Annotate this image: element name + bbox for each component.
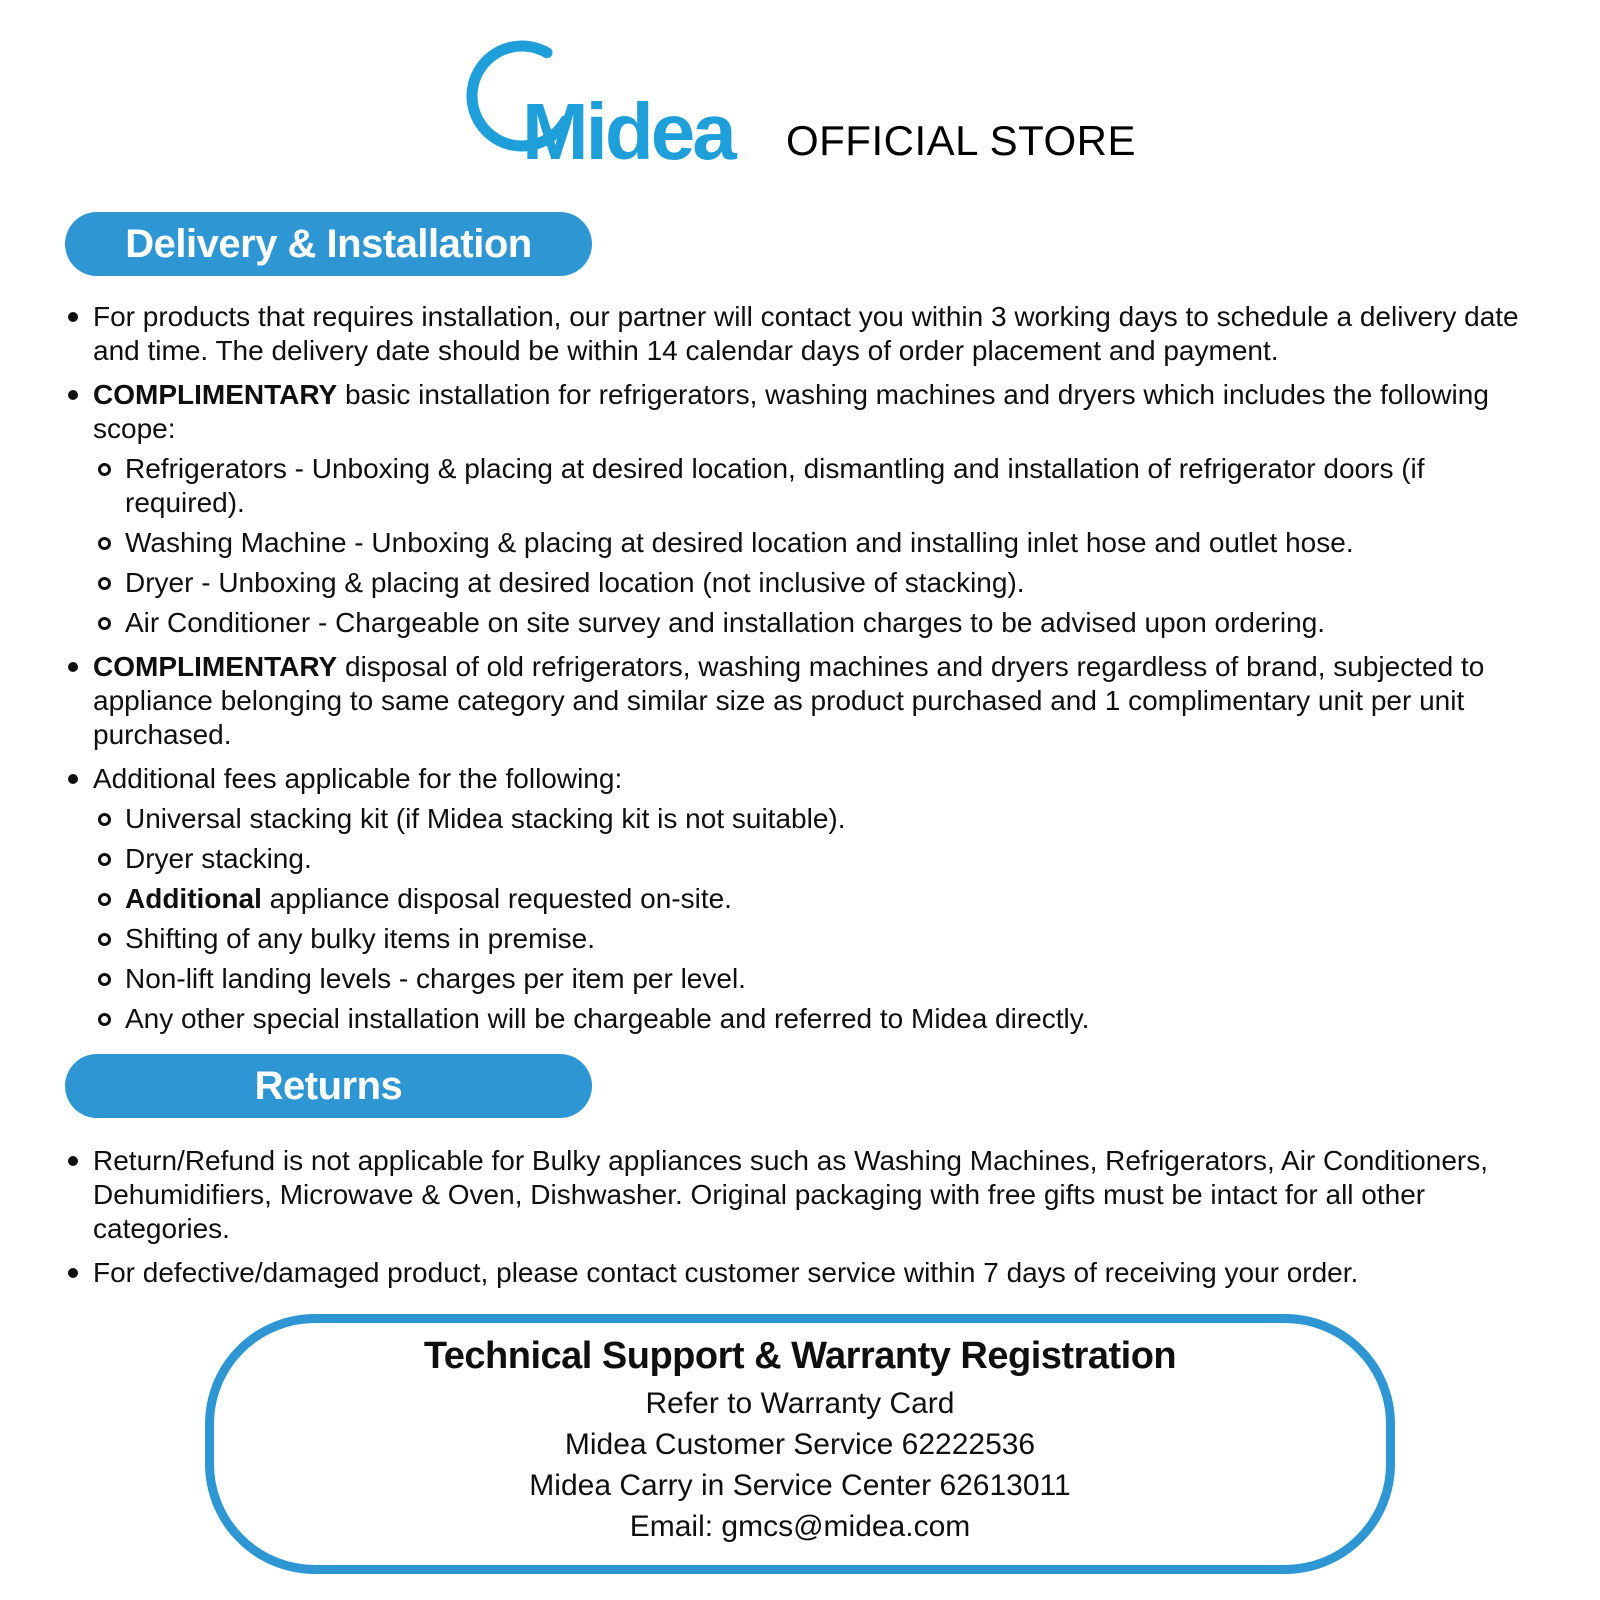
- bullet-text: Universal stacking kit (if Midea stacking kit is not suitable).: [125, 803, 846, 834]
- bullet-text: Dryer stacking.: [125, 843, 312, 874]
- sub-bullet-item: [95, 922, 1535, 956]
- support-line: Refer to Warranty Card: [645, 1387, 955, 1420]
- bullet-circle-icon: [98, 577, 111, 590]
- support-line: Midea Carry in Service Center 62613011: [529, 1469, 1071, 1502]
- bullet-dot-icon: [68, 1268, 78, 1278]
- bullet-text: Shifting of any bulky items in premise.: [125, 923, 595, 954]
- returns-list: [65, 1144, 1535, 1290]
- sub-bullet-item: [95, 962, 1535, 996]
- bullet-text: Additional fees applicable for the following:: [93, 763, 623, 794]
- bullet-item: [65, 378, 1535, 640]
- sub-bullet-list: [95, 452, 1535, 640]
- section-title-returns: Returns: [65, 1054, 592, 1118]
- bullet-item: [65, 300, 1535, 368]
- bullet-item: [65, 650, 1535, 752]
- delivery-list: [65, 300, 1535, 1036]
- brand-header: [65, 42, 1535, 176]
- support-title: Technical Support & Warranty Registration: [423, 1335, 1177, 1377]
- bullet-dot-icon: [68, 312, 78, 322]
- bullet-text: Dryer - Unboxing & placing at desired location (not inclusive of stacking).: [125, 567, 1025, 598]
- bullet-circle-icon: [98, 617, 111, 630]
- bullet-text: COMPLIMENTARY basic installation for refrigerators, washing machines and dryers which includes the following scope:: [93, 379, 1489, 444]
- bullet-text: Air Conditioner - Chargeable on site survey and installation charges to be advised upon ordering.: [125, 607, 1326, 638]
- sub-bullet-item: [95, 1002, 1535, 1036]
- bullet-text: Non-lift landing levels - charges per item per level.: [125, 963, 746, 994]
- bullet-text: Additional appliance disposal requested on-site.: [125, 883, 732, 914]
- support-line: Email: gmcs@midea.com: [629, 1510, 971, 1543]
- bullet-circle-icon: [98, 893, 111, 906]
- sub-bullet-item: [95, 842, 1535, 876]
- midea-logo: [464, 42, 756, 176]
- bullet-item: [65, 1144, 1535, 1246]
- bullet-circle-icon: [98, 813, 111, 826]
- bullet-circle-icon: [98, 973, 111, 986]
- bullet-item: [65, 1256, 1535, 1290]
- sub-bullet-item: [95, 882, 1535, 916]
- bullet-text: COMPLIMENTARY disposal of old refrigerators, washing machines and dryers regardless of brand, subjected to appliance belonging to same category and similar size as product purchased and 1 complimentary unit per unit purchased.: [93, 651, 1485, 750]
- support-lines: [254, 1383, 1346, 1547]
- support-line: Midea Customer Service 62222536: [564, 1428, 1036, 1461]
- bullet-text: Return/Refund is not applicable for Bulky appliances such as Washing Machines, Refrigerators, Air Conditioners, Dehumidifiers, Microwave & Oven, Dishwasher. Original packaging with free gifts must be intact for all other categories.: [93, 1145, 1488, 1244]
- sub-bullet-item: [95, 802, 1535, 836]
- bullet-dot-icon: [68, 662, 78, 672]
- bullet-text: Any other special installation will be chargeable and referred to Midea directly.: [125, 1003, 1090, 1034]
- bullet-dot-icon: [68, 1156, 78, 1166]
- sub-bullet-item: [95, 526, 1535, 560]
- brand-wordmark: Midea: [521, 87, 734, 176]
- section-title-delivery: Delivery & Installation: [65, 212, 592, 276]
- sub-bullet-item: [95, 566, 1535, 600]
- bullet-item: [65, 762, 1535, 1036]
- bullet-text: Washing Machine - Unboxing & placing at desired location and installing inlet hose and outlet hose.: [125, 527, 1354, 558]
- official-store-label: OFFICIAL STORE: [785, 117, 1137, 164]
- bullet-circle-icon: [98, 1013, 111, 1026]
- bullet-text: Refrigerators - Unboxing & placing at desired location, dismantling and installation of refrigerator doors (if required).: [125, 453, 1425, 518]
- bullet-dot-icon: [68, 774, 78, 784]
- sub-bullet-item: [95, 606, 1535, 640]
- bullet-circle-icon: [98, 537, 111, 550]
- support-box: [205, 1314, 1395, 1574]
- sub-bullet-list: [95, 802, 1535, 1036]
- bullet-dot-icon: [68, 390, 78, 400]
- bullet-circle-icon: [98, 853, 111, 866]
- bullet-circle-icon: [98, 933, 111, 946]
- bullet-text: For defective/damaged product, please contact customer service within 7 days of receiving your order.: [93, 1257, 1359, 1288]
- sub-bullet-item: [95, 452, 1535, 520]
- bullet-text: For products that requires installation, our partner will contact you within 3 working days to schedule a delivery date and time. The delivery date should be within 14 calendar days of order placement and payment.: [93, 301, 1519, 366]
- bullet-circle-icon: [98, 463, 111, 476]
